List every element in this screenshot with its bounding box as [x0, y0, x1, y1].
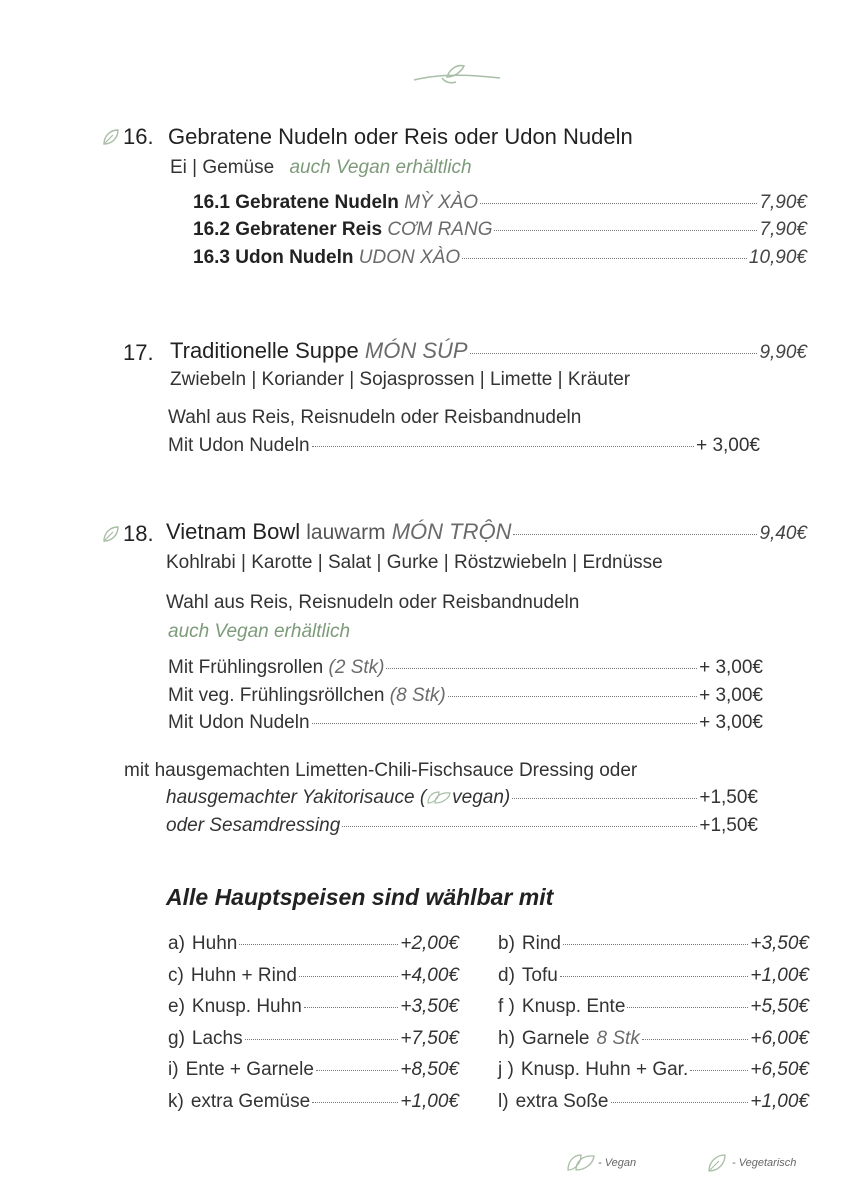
leader-dots: [312, 446, 695, 447]
proteins-left-row: [168, 965, 459, 987]
section-16-number: 16.: [123, 124, 154, 149]
section-18-title: Vietnam Bowl: [166, 519, 301, 544]
proteins-right-row: [498, 1028, 809, 1050]
option-key: i): [168, 1059, 179, 1081]
leader-dots: [448, 696, 697, 697]
menu-item-16-3: [193, 247, 807, 269]
option-price: +1,00€: [400, 1091, 459, 1112]
extra-label: Mit veg. Frühlingsröllchen: [168, 685, 385, 706]
vegetarian-legend-icon: [706, 1152, 728, 1174]
option-price: +1,00€: [750, 964, 809, 986]
option-label: Garnele: [521, 1027, 590, 1049]
vegetarian-leaf-icon: [101, 127, 121, 147]
option-qty: 8 Stk: [596, 1027, 640, 1049]
section-17-extra-udon: [168, 435, 760, 457]
option-label: extra Gemüse: [190, 1091, 311, 1112]
option-key: c): [168, 964, 184, 986]
leader-dots: [462, 258, 747, 259]
extra-label: Mit Udon Nudeln: [168, 435, 310, 456]
leader-dots: [690, 1070, 748, 1071]
leaf-branch-ornament-icon: [412, 60, 502, 90]
section-17-title-row: [170, 338, 807, 364]
leader-dots: [480, 203, 757, 204]
extra-price: + 3,00€: [699, 712, 763, 733]
proteins-left-row: [168, 933, 459, 955]
dressing-label: hausgemachter Yakitorisauce (: [166, 787, 427, 808]
option-label: Huhn + Rind: [190, 964, 297, 986]
option-key: j ): [498, 1059, 514, 1081]
leader-dots: [312, 723, 698, 724]
ingredients-text: Ei | Gemüse: [170, 157, 275, 178]
section-16-ingredients: [170, 157, 472, 179]
menu-item-16-1: [193, 192, 807, 214]
leader-dots: [470, 353, 758, 354]
option-price: +6,50€: [750, 1059, 809, 1081]
option-key: l): [498, 1091, 509, 1112]
leader-dots: [304, 1007, 399, 1008]
leader-dots: [299, 976, 398, 977]
section-16-title: Gebratene Nudeln oder Reis oder Udon Nudeln: [168, 124, 633, 149]
extra-qty: (2 Stk): [328, 657, 385, 678]
option-price: +3,50€: [400, 996, 459, 1018]
option-label: Huhn: [191, 933, 238, 954]
option-key: f ): [498, 996, 515, 1018]
section-17-price: 9,90€: [759, 342, 807, 363]
leader-dots: [342, 826, 697, 827]
vegan-leaf-icon: [426, 789, 452, 805]
option-price: +7,50€: [400, 1027, 459, 1049]
dressing-yakitori: [166, 787, 758, 809]
option-label: extra Soße: [515, 1091, 609, 1112]
option-price: +1,00€: [750, 1091, 809, 1112]
section-18-extra-udon: [168, 712, 763, 734]
proteins-left-row: [168, 996, 459, 1018]
vegan-legend-label: - Vegan: [598, 1157, 637, 1169]
option-key: a): [168, 933, 185, 954]
proteins-left-row: [168, 1091, 459, 1113]
leader-dots: [611, 1102, 749, 1103]
dressing-intro: mit hausgemachten Limetten-Chili-Fischsauce Dressing oder: [124, 760, 638, 781]
section-18-title-row: [166, 519, 807, 545]
option-label: Knusp. Huhn + Gar.: [520, 1059, 689, 1081]
section-18-extra-spring-rolls: [168, 657, 763, 679]
item-label: 16.1 Gebratene Nudeln: [193, 192, 399, 213]
dressing-label: oder Sesamdressing: [166, 815, 341, 836]
extra-label: Mit Udon Nudeln: [168, 712, 310, 733]
section-18-vegan-note: auch Vegan erhältlich: [168, 621, 351, 642]
option-label: Rind: [521, 933, 561, 954]
option-label: Tofu: [521, 964, 558, 986]
leader-dots: [245, 1039, 399, 1040]
proteins-right-row: [498, 933, 809, 955]
extra-price: + 3,00€: [696, 435, 760, 456]
option-label: Knusp. Huhn: [191, 996, 302, 1018]
option-key: d): [498, 964, 515, 986]
leader-dots: [560, 976, 749, 977]
leader-dots: [312, 1102, 398, 1103]
vegan-legend-icon: [566, 1151, 596, 1173]
proteins-left-row: [168, 1028, 459, 1050]
item-price: 10,90€: [748, 247, 807, 268]
section-18-choice: Wahl aus Reis, Reisnudeln oder Reisbandnudeln: [166, 592, 580, 613]
section-18-ingredients: Kohlrabi | Karotte | Salat | Gurke | Röstzwiebeln | Erdnüsse: [166, 552, 663, 573]
option-key: b): [498, 933, 515, 954]
option-price: +2,00€: [400, 933, 459, 954]
section-18-title-suffix: lauwarm: [306, 521, 386, 544]
option-key: g): [168, 1027, 185, 1049]
option-key: e): [168, 996, 185, 1018]
section-18-price: 9,40€: [759, 523, 807, 544]
proteins-left-row: [168, 1059, 459, 1081]
option-key: h): [498, 1027, 515, 1049]
leader-dots: [494, 230, 757, 231]
option-key: k): [168, 1091, 184, 1112]
leader-dots: [239, 944, 398, 945]
option-price: +3,50€: [750, 933, 809, 954]
leader-dots: [316, 1070, 398, 1071]
item-vn-name: MỲ XÀO: [404, 192, 479, 213]
proteins-heading: Alle Hauptspeisen sind wählbar mit: [166, 884, 554, 910]
vegetarian-legend-label: - Vegetarisch: [732, 1157, 797, 1169]
leader-dots: [642, 1039, 749, 1040]
proteins-right-row: [498, 965, 809, 987]
vegan-note: auch Vegan erhältlich: [289, 157, 472, 178]
option-label: Knusp. Ente: [521, 996, 626, 1018]
proteins-right-row: [498, 1091, 809, 1113]
extra-qty: (8 Stk): [389, 685, 446, 706]
dressing-label-end: vegan): [452, 787, 511, 808]
item-vn-name: CƠM RANG: [387, 219, 493, 240]
proteins-right-row: [498, 996, 809, 1018]
option-price: +6,00€: [750, 1027, 809, 1049]
vegetarian-leaf-icon: [101, 524, 121, 544]
item-price: 7,90€: [759, 219, 807, 240]
dressing-sesame: [166, 815, 758, 837]
section-17-vn-name: MÓN SÚP: [364, 338, 468, 363]
dressing-price: +1,50€: [699, 787, 758, 808]
leader-dots: [512, 798, 697, 799]
leader-dots: [627, 1007, 748, 1008]
leader-dots: [386, 668, 697, 669]
section-17-title: Traditionelle Suppe: [170, 338, 359, 363]
extra-label: Mit Frühlingsrollen: [168, 657, 324, 678]
extra-price: + 3,00€: [699, 685, 763, 706]
option-price: +8,50€: [400, 1059, 459, 1081]
section-18-vn-name: MÓN TRỘN: [391, 519, 512, 544]
option-label: Lachs: [191, 1027, 243, 1049]
item-vn-name: UDON XÀO: [358, 247, 461, 268]
leader-dots: [563, 944, 748, 945]
section-18-number: 18.: [123, 521, 154, 546]
leader-dots: [513, 534, 757, 535]
section-17-ingredients: Zwiebeln | Koriander | Sojasprossen | Limette | Kräuter: [170, 369, 631, 390]
menu-item-16-2: [193, 219, 807, 241]
section-17-choice: Wahl aus Reis, Reisnudeln oder Reisbandnudeln: [168, 407, 582, 428]
item-label: 16.3 Udon Nudeln: [193, 247, 354, 268]
option-price: +5,50€: [750, 996, 809, 1018]
section-17-number: 17.: [123, 340, 154, 365]
option-price: +4,00€: [400, 964, 459, 986]
proteins-right-row: [498, 1059, 809, 1081]
section-18-extra-veg-rolls: [168, 685, 763, 707]
item-label: 16.2 Gebratener Reis: [193, 219, 383, 240]
option-label: Ente + Garnele: [185, 1059, 314, 1081]
extra-price: + 3,00€: [699, 657, 763, 678]
item-price: 7,90€: [759, 192, 807, 213]
dressing-price: +1,50€: [699, 815, 758, 836]
